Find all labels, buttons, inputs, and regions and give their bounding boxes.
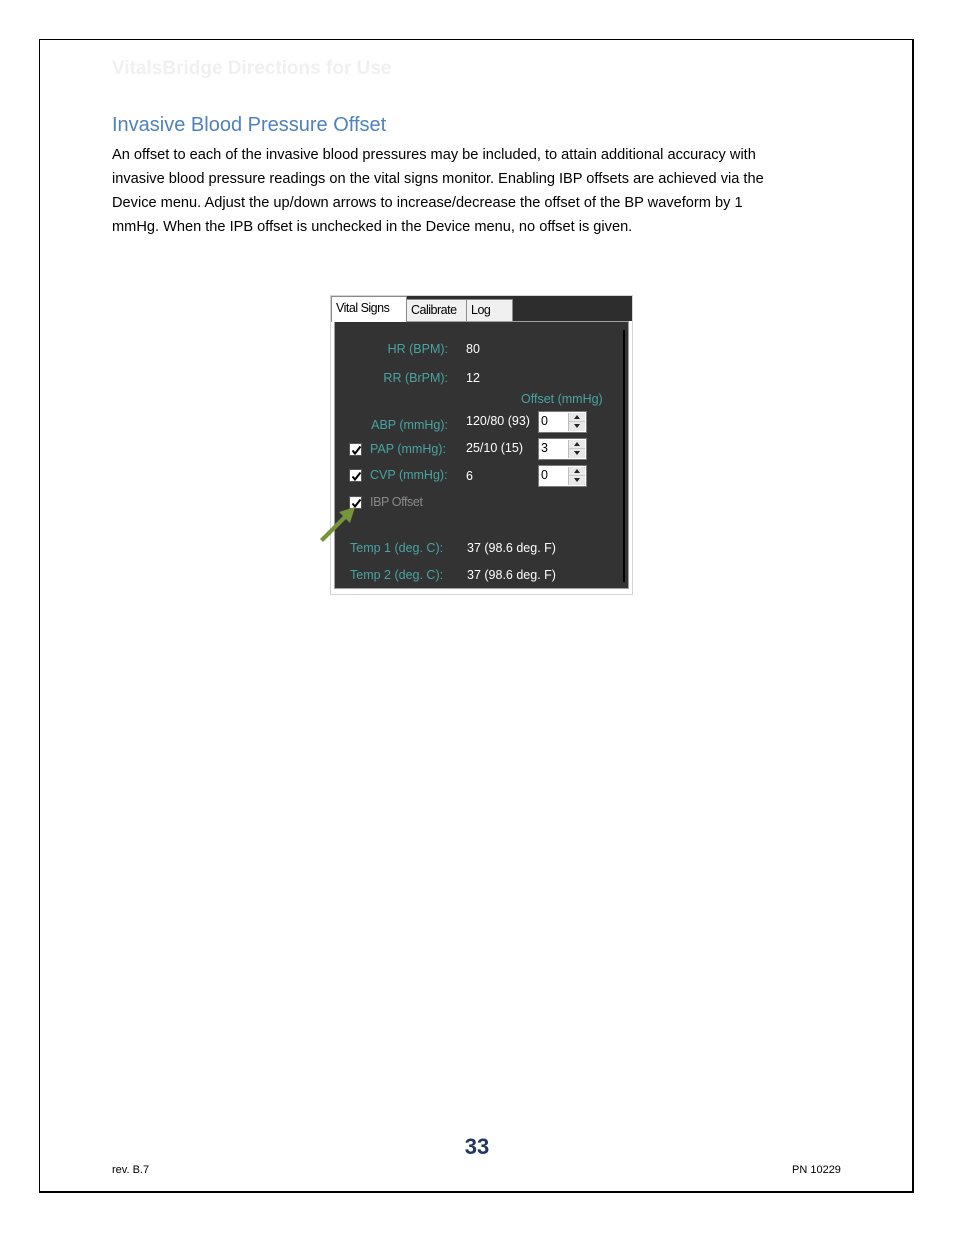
tab-calibrate[interactable]: Calibrate [406,299,467,321]
chevron-up-icon [574,415,580,419]
stepper-buttons [568,467,585,485]
stepper-up-button[interactable] [569,413,585,422]
chevron-up-icon [574,469,580,473]
vital-signs-screenshot [330,295,633,595]
ibp-offset-label: IBP Offset [370,495,423,509]
temp2-value: 37 (98.6 deg. F) [467,568,556,582]
chevron-down-icon [574,478,580,482]
checkmark-icon [350,470,363,483]
section-paragraph [112,143,832,239]
temp1-label: Temp 1 (deg. C): [350,541,444,555]
section-heading: Invasive Blood Pressure Offset [112,114,387,136]
pap-value: 25/10 (15) [466,441,523,455]
abp-label: ABP (mmHg): [371,418,448,432]
abp-value: 120/80 (93) [466,414,530,428]
stepper-buttons [568,413,585,431]
tab-strip [331,296,632,321]
chevron-up-icon [574,442,580,446]
pap-checkbox[interactable] [349,443,362,456]
cvp-value: 6 [466,469,473,483]
temp1-value: 37 (98.6 deg. F) [467,541,556,555]
paragraph-line: An offset to each of the invasive blood pressures may be included, to attain additional accuracy with [112,147,756,163]
stepper-buttons [568,440,585,458]
pap-offset-value: 3 [541,441,548,455]
offset-column-header: Offset (mmHg) [521,392,603,406]
pap-offset-stepper[interactable] [538,438,587,460]
stepper-down-button[interactable] [569,449,585,458]
paragraph-line: mmHg. When the IPB offset is unchecked in the Device menu, no offset is given. [112,219,633,235]
stepper-up-button[interactable] [569,467,585,476]
stepper-down-button[interactable] [569,422,585,431]
cvp-checkbox[interactable] [349,469,362,482]
paragraph-line: Device menu. Adjust the up/down arrows to increase/decrease the offset of the BP waveform by 1 [112,195,743,211]
tab-vital-signs[interactable]: Vital Signs [331,296,407,322]
hr-label: HR (BPM): [387,342,448,356]
stepper-up-button[interactable] [569,440,585,449]
rr-value: 12 [466,371,480,385]
abp-offset-value: 0 [541,414,548,428]
abp-offset-stepper[interactable] [538,411,587,433]
arrow-pointing-up-right-icon [318,503,364,543]
revision-label: rev. B.7 [112,1164,150,1176]
cvp-offset-stepper[interactable] [538,465,587,487]
cvp-label: CVP (mmHg): [370,468,448,482]
tab-log[interactable]: Log [466,299,513,321]
vital-signs-panel [334,321,629,589]
chevron-down-icon [574,424,580,428]
pap-label: PAP (mmHg): [370,442,446,456]
hr-value: 80 [466,342,480,356]
paragraph-line: invasive blood pressure readings on the vital signs monitor. Enabling IBP offsets are achieved via the [112,171,764,187]
cvp-offset-value: 0 [541,468,548,482]
checkmark-icon [350,444,363,457]
rr-label: RR (BrPM): [383,371,448,385]
chevron-down-icon [574,451,580,455]
panel-edge [623,330,625,582]
stepper-down-button[interactable] [569,476,585,485]
part-number-label: PN 10229 [792,1164,841,1176]
temp2-label: Temp 2 (deg. C): [350,568,444,582]
page-number: 33 [464,1134,490,1159]
document-header-title: VitalsBridge Directions for Use [112,58,392,79]
